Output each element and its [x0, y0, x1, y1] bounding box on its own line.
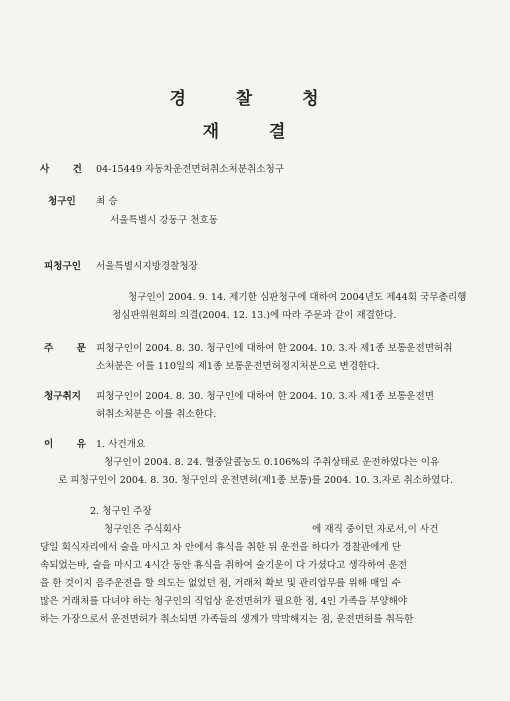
reason-section2-line: 하는 가장으로서 운전면허가 취소되면 가족들의 생계가 막막해지는 점, 운전면허를 취득한 [40, 614, 414, 625]
claimant-label: 청구인 [48, 196, 76, 207]
claim-purpose-label: 청구취지 [44, 391, 82, 402]
document-heading-agency: 경 찰 청 [169, 89, 341, 109]
respondent-label: 피청구인 [44, 261, 82, 272]
reason-section2-line: 많은 거래처를 다녀야 하는 청구인의 직업상 운전면허가 필요한 점, 4인 가족을 부양해야 [40, 596, 408, 607]
case-label: 사 건 [40, 164, 92, 175]
claimant-address: 서울특별시 강동구 천호동 [110, 215, 219, 226]
respondent-value: 서울특별시지방경찰청장 [96, 261, 198, 272]
order-line: 피청구인이 2004. 8. 30. 청구인에 대하여 한 2004. 10. 3.자 제1종 보통운전면허취 [96, 343, 453, 354]
reason-section1-title: 1. 사건개요 [96, 439, 146, 450]
claim-purpose-line: 허취소처분은 이를 취소한다. [96, 409, 217, 420]
reason-section2-line-end: 에 재직 중이던 자로서,이 사건 [312, 524, 439, 535]
reason-label: 이 유 [44, 439, 96, 450]
reason-section1-line: 청구인이 2004. 8. 24. 혈중알콜농도 0.106%의 주취상태로 운전하였다는 이유 [104, 457, 440, 468]
claimant-name: 최 승 [96, 196, 118, 207]
document-heading-decision: 재 결 [202, 122, 308, 142]
claim-purpose-line: 피청구인이 2004. 8. 30. 청구인에 대하여 한 2004. 10. 3.자 제1종 보통운전면 [96, 391, 435, 402]
reason-section1-line: 로 피청구인이 2004. 8. 30. 청구인의 운전면허(제1종 보통)를 2004. 10. 3.자로 취소하였다. [58, 475, 453, 486]
intro-line: 정심판위원회의 의결(2004. 12. 13.)에 따라 주문과 같이 재결한다. [112, 310, 397, 321]
reason-section2-line-start: 청구인은 주식회사 [104, 524, 182, 535]
intro-line: 청구인이 2004. 9. 14. 제기한 심판청구에 대하여 2004년도 제44회 국무총리행 [128, 292, 467, 303]
order-label: 주 문 [44, 343, 96, 354]
reason-section2-line: 속되었는바, 술을 마시고 4시간 동안 휴식을 취하여 술기운이 다 가셨다고 생각하여 운전 [40, 560, 408, 571]
reason-section2-line: 당일 회식자리에서 술을 마시고 차 안에서 휴식을 취한 뒤 운전을 하다가 경찰관에게 단 [40, 542, 401, 553]
order-line: 소처분은 이를 110일의 제1종 보통운전면허정지처분으로 변경한다. [96, 361, 380, 372]
reason-section2-line: 을 한 것이지 음주운전을 할 의도는 없었던 점, 거래처 확보 및 관리업무를 위해 매일 수 [40, 578, 401, 589]
case-value: 04-15449 자동차운전면허취소처분취소청구 [96, 164, 285, 175]
reason-section2-title: 2. 청구인 주장 [90, 506, 152, 517]
